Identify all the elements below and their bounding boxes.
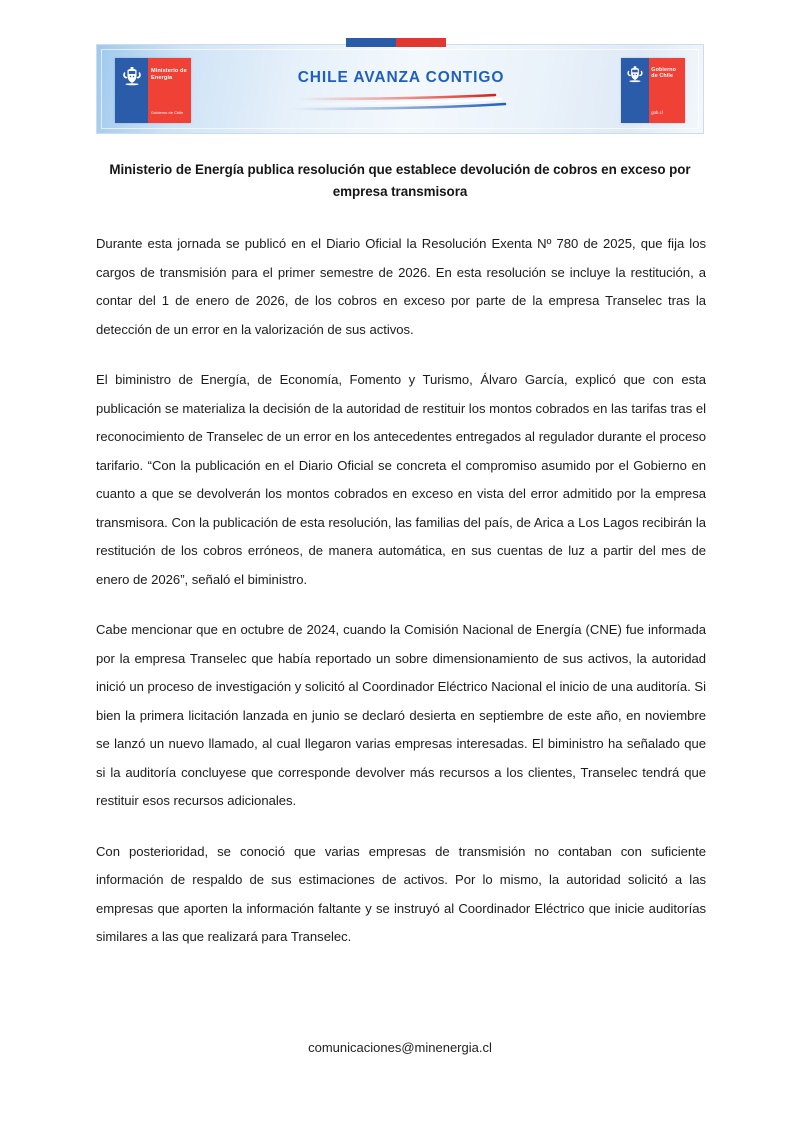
logo-right-title: Gobierno de Chile [651, 67, 677, 80]
banner-tagline: CHILE AVANZA CONTIGO [297, 69, 505, 86]
gobierno-de-chile-logo [621, 58, 685, 123]
logo-left-blue-panel [115, 58, 148, 123]
paragraph-1: Durante esta jornada se publicó en el Diario Oficial la Resolución Exenta Nº 780 de 2025, que fija los cargos de transmisión para el primer semestre de 2026. En esta resolución se incluye la restitución, a contar del 1 de enero de 2026, de los cobros en exceso por parte de la empresa Transelec tras la detección de un error en la valorización de sus activos. [96, 236, 706, 337]
paragraph-4: Con posterioridad, se conoció que varias empresas de transmisión no contaban con suficiente información de respaldo de sus estimaciones de activos. Por lo mismo, la autoridad solicitó a las empresas que aporten la información faltante y se instruyó al Coordinador Eléctrico que inicie auditorías similares a las que realizará para Transelec. [96, 843, 706, 944]
header-banner [96, 38, 704, 134]
banner-frame [96, 44, 704, 134]
paragraph-2: El biministro de Energía, de Economía, Fomento y Turismo, Álvaro García, explicó que con esta publicación se materializa la decisión de la autoridad de restituir los montos cobrados en las tarifas tras el reconocimiento de Transelec de un error en los antecedentes entregados al regulador durante el proceso tarifario. “Con la publicación en el Diario Oficial se concreta el compromiso asumido por el Gobierno en cuanto a que se devolverán los montos cobrados en exceso en vista del error admitido por la empresa transmisora. Con la publicación de esta resolución, las familias del país, de Arica a Los Lagos recibirán la restitución de los cobros erróneos, de manera automática, en sus cuentas de luz a partir del mes de enero de 2026”, señaló el biministro. [96, 372, 706, 587]
chile-flag-strip [346, 38, 446, 47]
logo-left-title: Ministerio de Energía [150, 68, 187, 81]
logo-right-subtitle: gob.cl [651, 110, 663, 116]
logo-right-red-panel [649, 58, 685, 123]
logo-left-red-panel [148, 58, 191, 123]
page-title: Ministerio de Energía publica resolución que establece devolución de cobros en exceso por empresa transmisora [109, 161, 691, 199]
paragraph-3: Cabe mencionar que en octubre de 2024, cuando la Comisión Nacional de Energía (CNE) fue informada por la empresa Transelec que había reportado un sobre dimensionamiento de sus activos, la autoridad inició un proceso de investigación y solicitó al Coordinador Eléctrico Nacional el inicio de una auditoría. Si bien la primera licitación lanzada en junio se declaró desierta en septiembre de este año, en noviembre se lanzó un nuevo llamado, al cual llegaron varias empresas interesadas. El biministro ha señalado que si la auditoría concluyese que corresponde devolver más recursos a los clientes, Transelec tendrá que restituir esos recursos adicionales. [96, 622, 706, 808]
flag-strip-red-segment [396, 38, 446, 47]
logo-right-blue-panel [621, 58, 649, 123]
swoosh-decoration-icon [289, 93, 513, 115]
chile-coat-of-arms-icon [626, 66, 645, 83]
document-body [96, 230, 706, 952]
footer-contact-email: comunicaciones@minenergia.cl [308, 1040, 492, 1055]
ministerio-de-energia-logo [115, 58, 191, 123]
flag-strip-blue-segment [346, 38, 396, 47]
logo-left-subtitle: Gobierno de Chile [150, 110, 184, 116]
